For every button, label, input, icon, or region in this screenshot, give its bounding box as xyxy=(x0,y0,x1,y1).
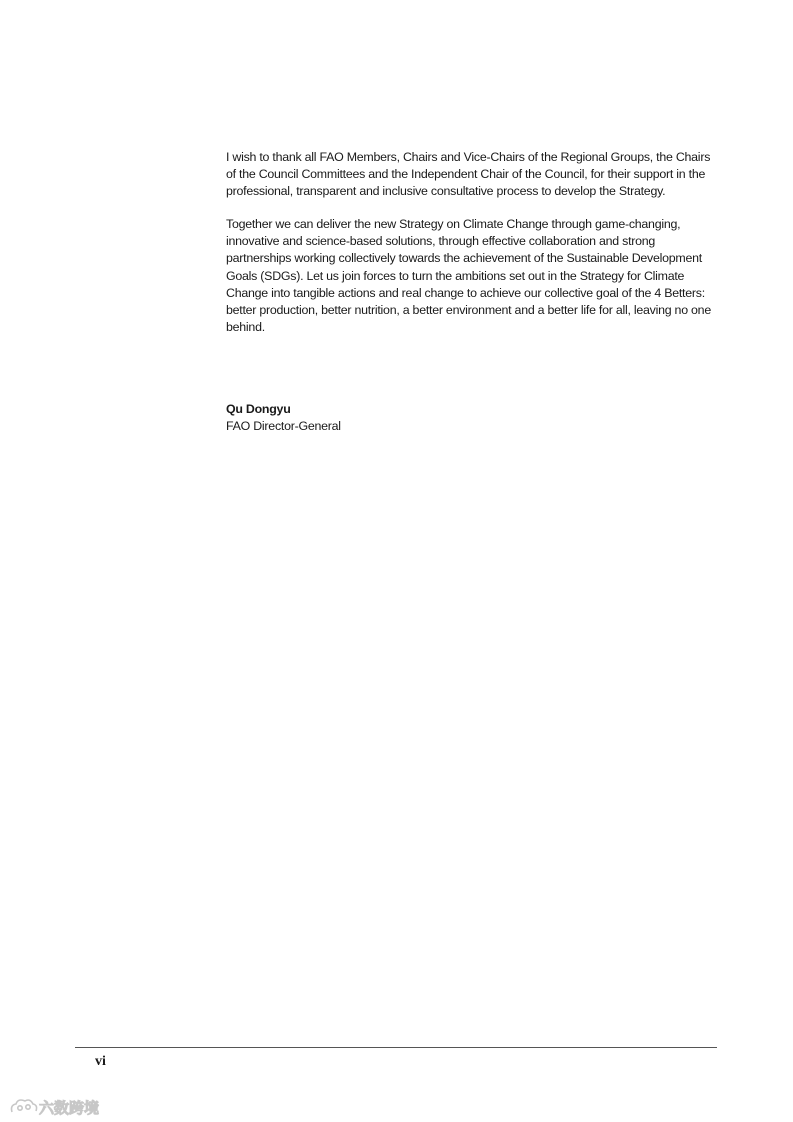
cloud-logo-icon xyxy=(12,1100,37,1112)
signature-block xyxy=(226,401,341,435)
paragraph-call-to-action: Together we can deliver the new Strategy on Climate Change through game-changing, innovative and science-based solutions, through effective collaboration and strong partnerships working collectively towards the achievement of the Sustainable Development Goals (SDGs). Let us join forces to turn the ambitions set out in the Strategy for Climate Change into tangible actions and real change to achieve our collective goal of the 4 Betters: better production, better nutrition, a better environment and a better life for all, leaving no one behind. xyxy=(226,217,711,334)
footer-divider xyxy=(75,1047,717,1048)
signatory-name: Qu Dongyu xyxy=(226,402,291,416)
paragraph-acknowledgement: I wish to thank all FAO Members, Chairs and Vice-Chairs of the Regional Groups, the Chairs of the Council Committees and the Independent Chair of the Council, for their support in the professional, transparent and inclusive consultative process to develop the Strategy. xyxy=(226,150,711,199)
signatory-title: FAO Director-General xyxy=(226,419,341,434)
watermark-text: 六数跨境 xyxy=(39,1099,100,1117)
page-number: vi xyxy=(95,1054,106,1069)
watermark-logo xyxy=(8,1095,108,1119)
foreword-body xyxy=(226,149,718,336)
